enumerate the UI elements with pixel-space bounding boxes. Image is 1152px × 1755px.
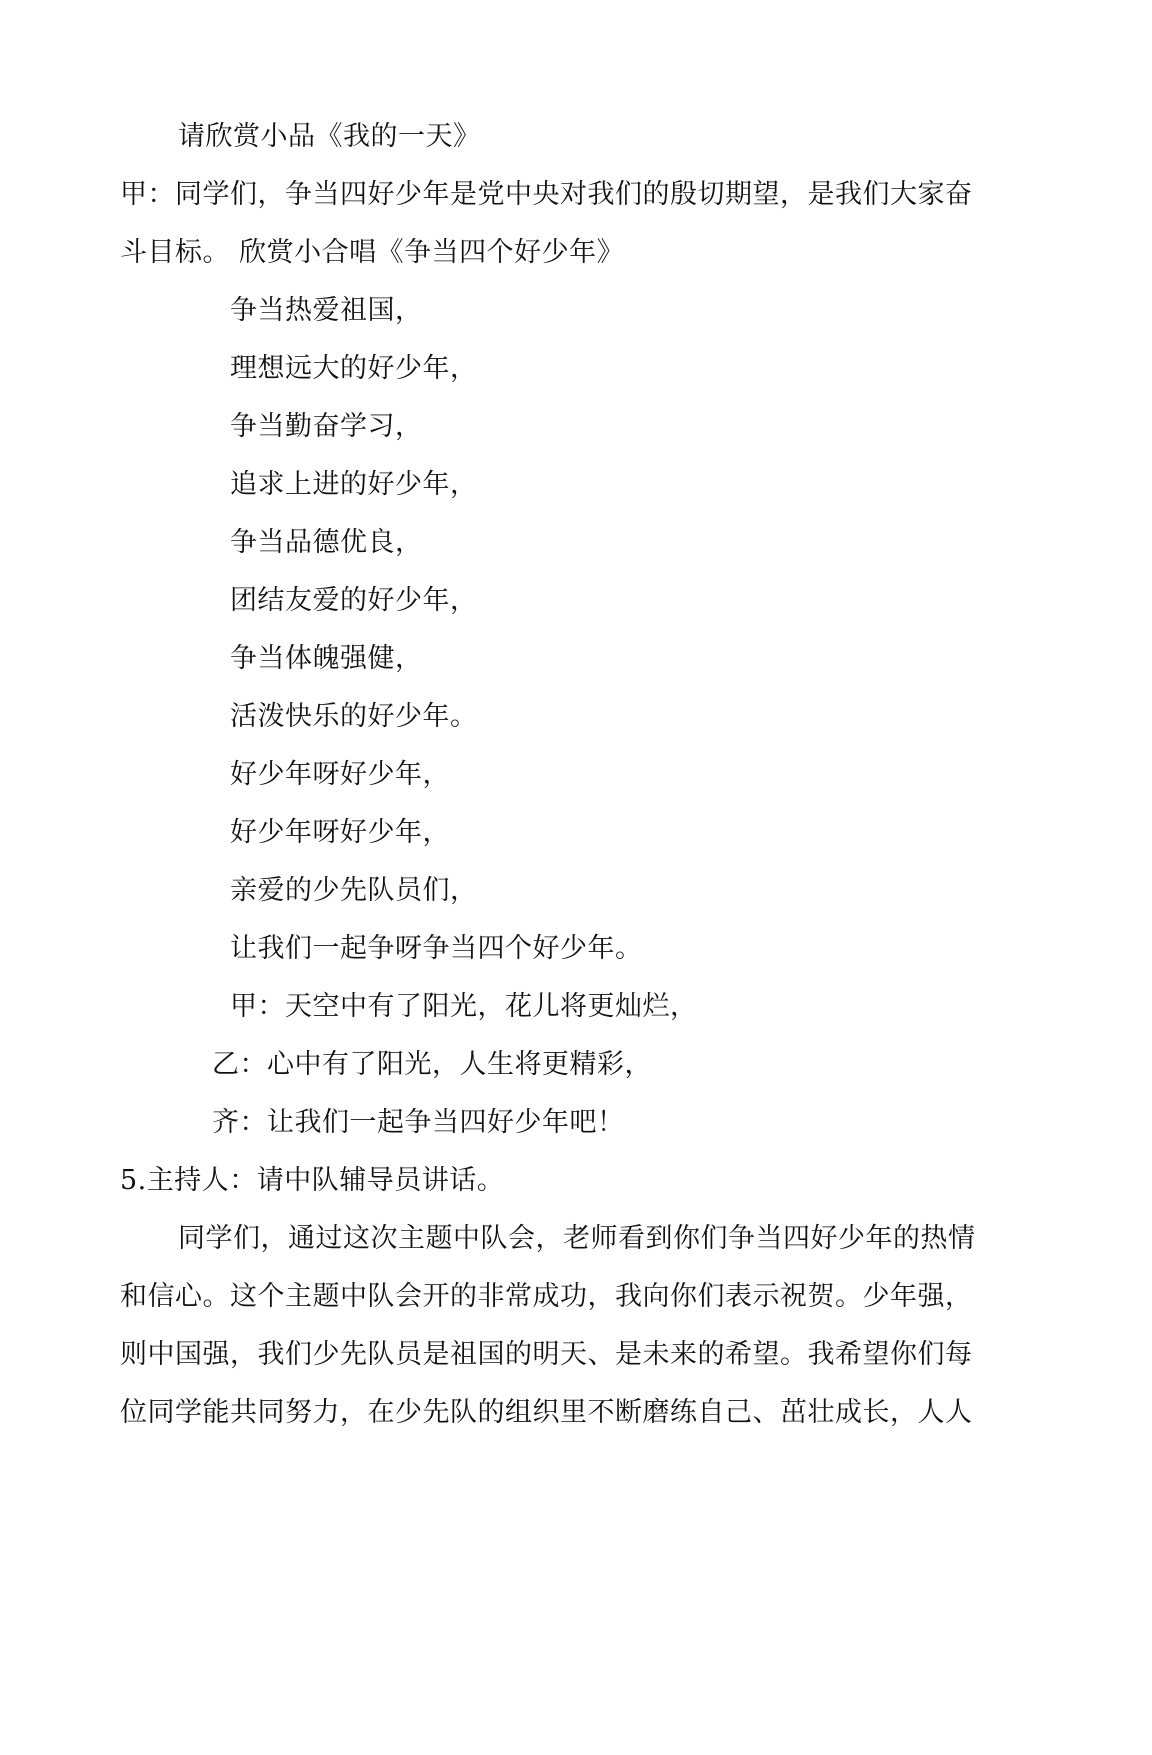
song-line: 让我们一起争呀争当四个好少年。	[230, 933, 643, 964]
dialogue-line: 乙：心中有了阳光，人生将更精彩，	[212, 1049, 652, 1080]
song-line: 争当勤奋学习，	[230, 411, 423, 442]
song-line: 活泼快乐的好少年。	[230, 701, 478, 732]
paragraph-line: 斗目标。 欣赏小合唱《争当四个好少年》	[120, 237, 625, 268]
song-line: 理想远大的好少年，	[230, 353, 478, 384]
song-line: 争当体魄强健，	[230, 643, 423, 674]
paragraph-line: 甲：同学们，争当四好少年是党中央对我们的殷切期望，是我们大家奋	[120, 179, 973, 210]
paragraph-line: 同学们，通过这次主题中队会，老师看到你们争当四好少年的热情	[178, 1223, 976, 1254]
paragraph-line: 和信心。这个主题中队会开的非常成功，我向你们表示祝贺。少年强，	[120, 1281, 973, 1312]
paragraph-line: 位同学能共同努力，在少先队的组织里不断磨练自己、茁壮成长，人人	[120, 1397, 973, 1428]
song-line: 亲爱的少先队员们，	[230, 875, 478, 906]
dialogue-line: 齐：让我们一起争当四好少年吧！	[212, 1107, 625, 1138]
song-line: 追求上进的好少年，	[230, 469, 478, 500]
song-line: 争当热爱祖国，	[230, 295, 423, 326]
song-line: 好少年呀好少年，	[230, 759, 450, 790]
song-line: 团结友爱的好少年，	[230, 585, 478, 616]
dialogue-line: 甲：天空中有了阳光，花儿将更灿烂，	[230, 991, 698, 1022]
song-line: 好少年呀好少年，	[230, 817, 450, 848]
intro-line: 请欣赏小品《我的一天》	[178, 121, 481, 152]
paragraph-line: 则中国强，我们少先队员是祖国的明天、是未来的希望。我希望你们每	[120, 1339, 973, 1370]
section-heading: 5.主持人：请中队辅导员讲话。	[120, 1165, 505, 1196]
song-line: 争当品德优良，	[230, 527, 423, 558]
